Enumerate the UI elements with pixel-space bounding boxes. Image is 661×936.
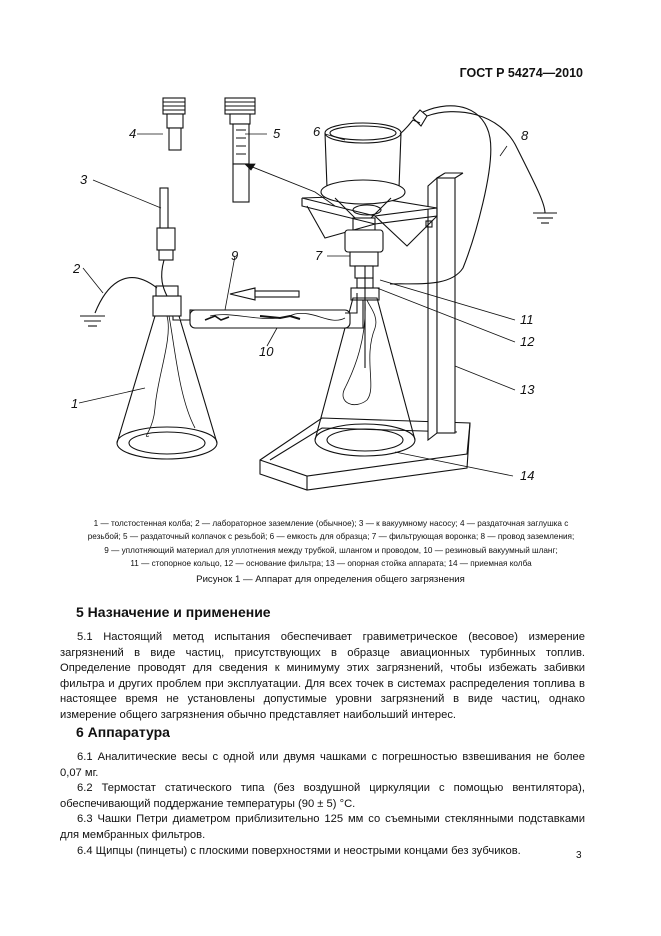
callout-12: 12 xyxy=(520,334,535,349)
callout-2: 2 xyxy=(73,261,81,276)
callout-9: 9 xyxy=(231,248,239,263)
document-header: ГОСТ Р 54274—2010 xyxy=(459,66,583,80)
section-6-body xyxy=(60,750,585,859)
lab-ground xyxy=(80,278,157,326)
paragraph: 6.1 Аналитические весы с одной или двумя чашками с погрешностью взвешивания не более 0,07 мг. xyxy=(60,751,585,779)
paragraph: 6.3 Чашки Петри диаметром приблизительно 125 мм со съемными стеклянными подставками для мембранных фильтров. xyxy=(60,813,585,841)
legend-line: 1 — толстостенная колба; 2 — лабораторное заземление (обычное); 3 — к вакуумному насосу; 4 — раздаточная заглушка с xyxy=(93,519,569,528)
section-5-heading: 5 Назначение и применение xyxy=(76,604,271,620)
paragraph: 6.4 Щипцы (пинцеты) с плоскими поверхностями и неострыми концами без зубчиков. xyxy=(77,844,521,857)
callout-3: 3 xyxy=(80,172,88,187)
callout-14: 14 xyxy=(520,468,535,483)
legend-line: 11 — стопорное кольцо, 12 — основание фильтра; 13 — опорная стойка аппарата; 14 — приемная колба xyxy=(130,559,532,569)
callout-8: 8 xyxy=(521,128,529,143)
page-number: 3 xyxy=(576,850,582,861)
paragraph: 5.1 Настоящий метод испытания обеспечивает гравиметрическое (весовое) измерение загрязнений в виде частиц, присутствующих в образце авиационных турбинных топлив. Определение проводят для сведения к минимуму этих загрязнений, чтобы избежать забивки фильтра и других проблем при эксплуатации. Для всех точек в системах распределения топлива в настоящее время не установлены допустимые уровни загрязнений в виде частиц, однако измерение общего загрязнения обычно представляет наибольший интерес. xyxy=(60,631,585,721)
callout-7: 7 xyxy=(315,248,323,263)
callout-10: 10 xyxy=(259,344,274,359)
dispensing-plug xyxy=(163,98,185,150)
section-6-heading: 6 Аппаратура xyxy=(76,724,170,740)
section-5-body xyxy=(60,630,585,724)
sample-container xyxy=(321,110,427,368)
apparatus-figure xyxy=(45,88,615,498)
callout-4: 4 xyxy=(129,126,137,141)
figure-caption: Рисунок 1 — Аппарат для определения общего загрязнения xyxy=(196,574,465,585)
legend-line: резьбой; 5 — раздаточный колпачок с резьбой; 6 — емкость для образца; 7 — фильтрующая воронка; 8 — провод заземления; xyxy=(87,532,575,542)
flow-arrow xyxy=(230,288,299,300)
callout-6: 6 xyxy=(313,124,321,139)
callout-13: 13 xyxy=(520,382,535,397)
ground-wire xyxy=(390,106,557,284)
vacuum-hose xyxy=(173,293,363,328)
callout-11: 11 xyxy=(520,312,534,327)
paragraph: 6.2 Термостат статического типа (без воздушной циркуляции с помощью вентилятора), обеспечивающий поддержание температуры (90 ± 5) °С. xyxy=(60,782,585,810)
legend-line: 9 — уплотняющий материал для уплотнения между трубкой, шлангом и проводом, 10 — резиновый вакуумный шланг; xyxy=(104,545,558,555)
callout-5: 5 xyxy=(273,126,281,141)
callout-1: 1 xyxy=(71,396,79,411)
figure-legend xyxy=(46,517,616,571)
dispensing-cap xyxy=(225,98,255,202)
